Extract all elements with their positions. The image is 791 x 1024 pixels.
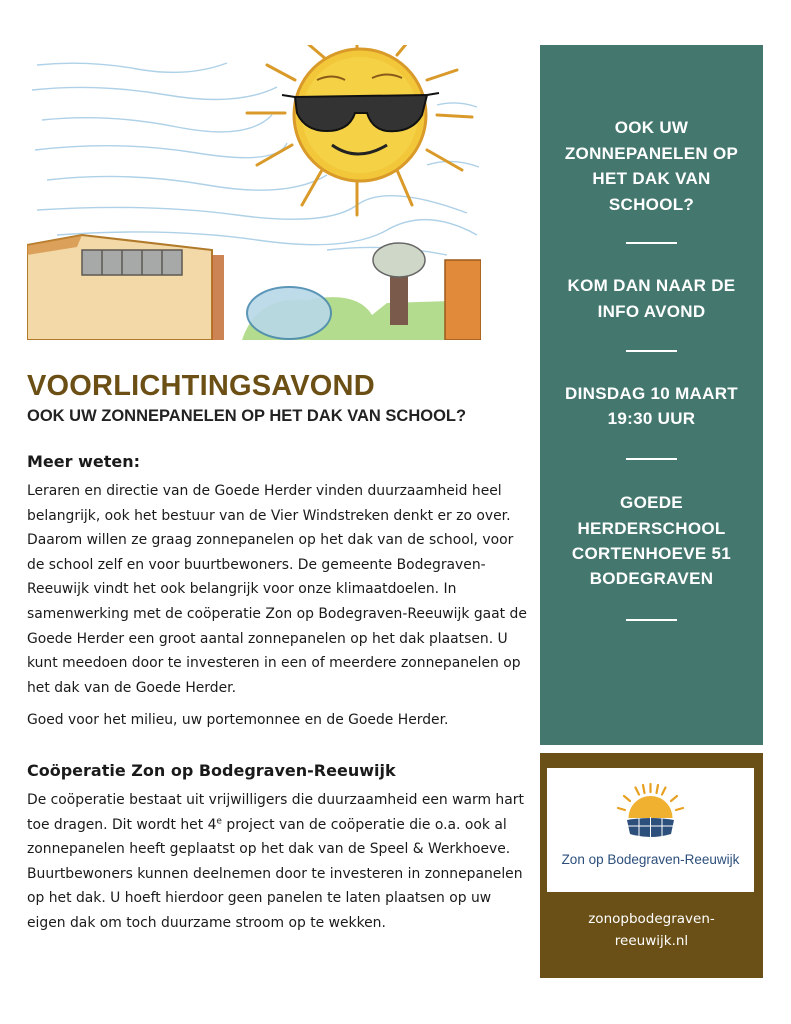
paragraph-cooperatie-superscript: e xyxy=(216,815,222,826)
website-link[interactable] xyxy=(540,908,763,952)
section-heading-meer-weten: Meer weten: xyxy=(27,452,141,471)
sidebar-divider xyxy=(626,242,677,244)
paragraph-intro: Leraren en directie van de Goede Herder vinden duurzaamheid heel belangrijk, ook het bestuur van de Vier Windstreken denkt er zo over. Daarom willen ze graag zonnepanelen op het dak van de school, voor de school zelf en voor buurtbewoners. De gemeente Bodegraven-Reeuwijk vindt het ook belangrijk voor onze klimaatdoelen. In samenwerking met de coöperatie Zon op Bodegraven-Reeuwijk gaat de Goede Herder een groot aantal zonnepanelen op het dak plaatsen. U kunt meedoen door te investeren in een of meerdere zonnepanelen op het dak van de Goede Herder. xyxy=(27,483,527,696)
paragraph-cooperatie-part2: project van de coöperatie die o.a. ook al zonnepanelen heeft geplaatst op het dak van de Speel & Werkhoeve. Buurtbewoners kunnen deelnemen door te investeren in zonnepanelen op het dak. U hoeft hierdoor geen panelen te laten plaatsen op uw eigen dak om toch duurzame stroom op te wekken. xyxy=(27,816,523,931)
sidebar-divider xyxy=(626,350,677,352)
sidebar-divider xyxy=(626,458,677,460)
event-info-panel xyxy=(540,45,763,745)
child-drawing-image xyxy=(27,45,481,340)
page-subtitle: OOK UW ZONNEPANELEN OP HET DAK VAN SCHOOL? xyxy=(27,407,467,425)
website-line2: reeuwijk.nl xyxy=(614,933,689,949)
sidebar-date: DINSDAG 10 MAART xyxy=(565,384,738,403)
section-heading-cooperatie: Coöperatie Zon op Bodegraven-Reeuwijk xyxy=(27,761,396,780)
sidebar-venue-name: GOEDE HERDERSCHOOL xyxy=(577,493,726,538)
sidebar-venue-street: CORTENHOEVE 51 xyxy=(571,544,732,563)
sidebar-venue-city: BODEGRAVEN xyxy=(589,569,714,588)
sun-solar-panel-logo-icon xyxy=(547,768,754,848)
sidebar-invite: KOM DAN NAAR DE INFO AVOND xyxy=(567,276,736,321)
sidebar-question: OOK UW ZONNEPANELEN OP HET DAK VAN SCHOOL? xyxy=(564,118,739,214)
child-drawing-sun-school-icon xyxy=(27,45,481,340)
page-title: VOORLICHTINGSAVOND xyxy=(27,370,375,402)
paragraph-benefit: Goed voor het milieu, uw portemonnee en de Goede Herder. xyxy=(27,712,449,728)
logo-name: Zon op Bodegraven-Reeuwijk xyxy=(561,852,740,867)
sidebar-time: 19:30 UUR xyxy=(607,409,696,428)
sidebar-divider xyxy=(626,619,677,621)
cooperative-logo xyxy=(547,768,754,892)
website-line1: zonopbodegraven- xyxy=(588,911,715,927)
paragraph-cooperatie xyxy=(27,788,530,936)
paragraph-cooperatie-part1: De coöperatie bestaat uit vrijwilligers die duurzaamheid een warm hart toe dragen. Dit wordt het 4 xyxy=(27,792,524,833)
